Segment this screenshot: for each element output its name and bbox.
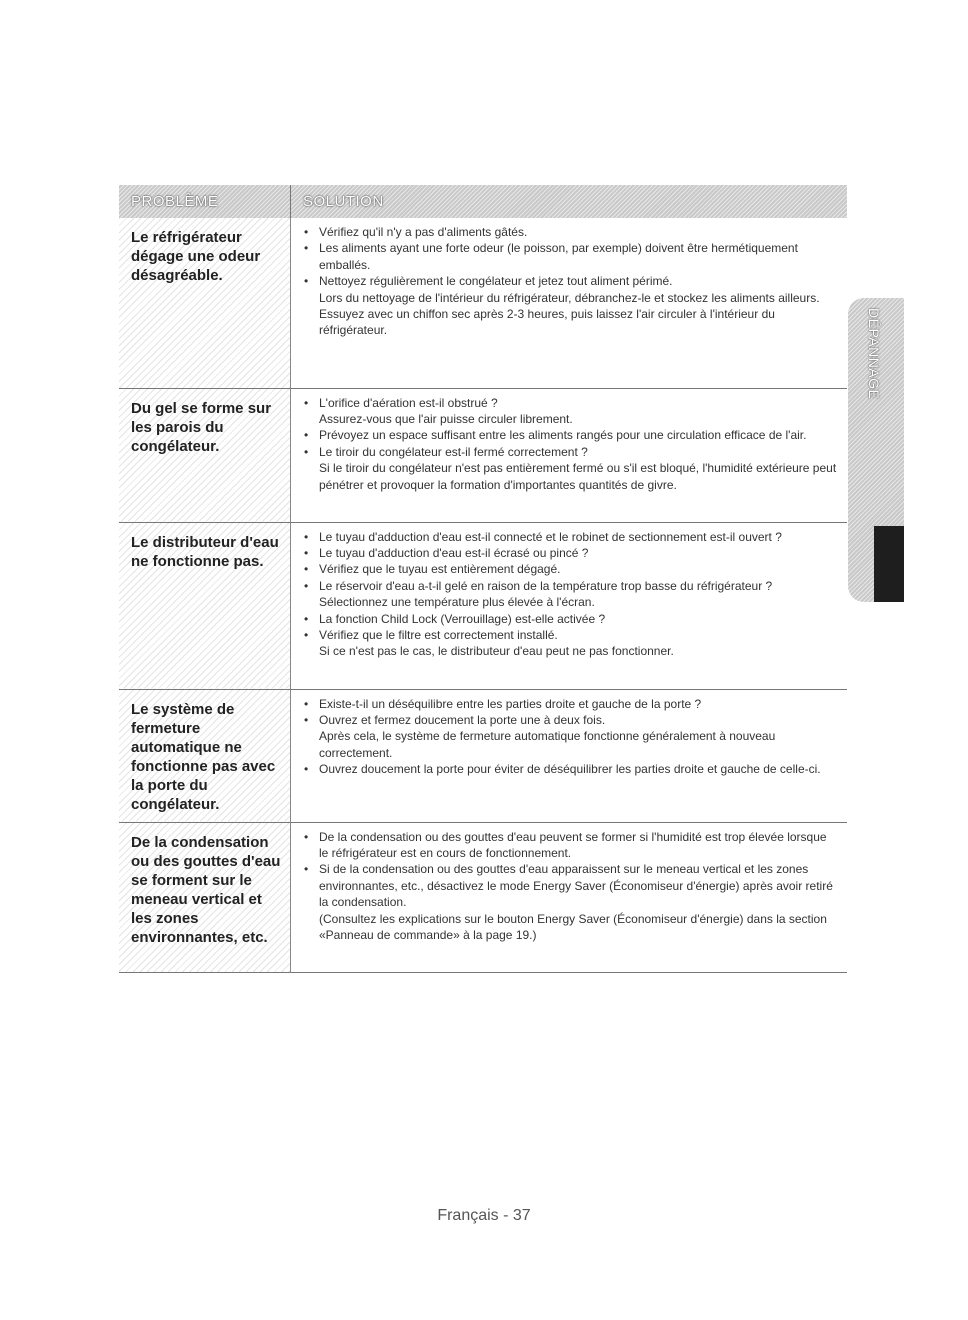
solution-list xyxy=(303,696,839,778)
solution-item xyxy=(303,829,839,862)
solution-text: La fonction Child Lock (Verrouillage) est-elle activée ? xyxy=(319,611,606,626)
troubleshooting-table xyxy=(119,185,847,973)
solution-text: Les aliments ayant une forte odeur (le poisson, par exemple) doivent être hermétiquement emballés. xyxy=(319,241,798,272)
problem-cell: Du gel se forme sur les parois du congélateur. xyxy=(119,388,291,522)
table-body xyxy=(119,218,847,972)
solution-cell xyxy=(291,522,848,689)
solution-item xyxy=(303,240,839,273)
header-solution: SOLUTION xyxy=(291,185,848,218)
solution-text: Vérifiez que le tuyau est entièrement dégagé. xyxy=(319,562,561,577)
solution-item xyxy=(303,696,839,712)
problem-cell: Le réfrigérateur dégage une odeur désagréable. xyxy=(119,218,291,388)
solution-item xyxy=(303,395,839,428)
section-tab-marker xyxy=(874,526,904,602)
solution-item xyxy=(303,712,839,761)
section-tab-label: DÉPANNAGE xyxy=(866,308,882,400)
solution-text: Le tiroir du congélateur est-il fermé correctement ? xyxy=(319,444,588,459)
solution-note: Lors du nettoyage de l'intérieur du réfrigérateur, débranchez-le et stockez les aliments ailleurs. Essuyez avec un chiffon sec après 2-3 heures, puis laissez l'air circuler à l'intérieur du réfrigérateur. xyxy=(319,290,820,338)
table-row xyxy=(119,689,847,822)
solution-item xyxy=(303,627,839,660)
solution-text: Vérifiez que le filtre est correctement installé. xyxy=(319,627,558,642)
table-row xyxy=(119,522,847,689)
solution-item xyxy=(303,273,839,339)
solution-note: Si le tiroir du congélateur n'est pas entièrement fermé ou s'il est bloqué, l'humidité extérieure peut pénétrer et provoquer la formation d'importantes quantités de givre. xyxy=(319,461,837,492)
solution-item xyxy=(303,444,839,493)
table-row xyxy=(119,388,847,522)
solution-list xyxy=(303,829,839,944)
problem-cell: Le distributeur d'eau ne fonctionne pas. xyxy=(119,522,291,689)
solution-item xyxy=(303,761,839,777)
solution-text: Ouvrez doucement la porte pour éviter de déséquilibrer les parties droite et gauche de celle-ci. xyxy=(319,762,821,777)
solution-item xyxy=(303,861,839,943)
problem-cell: De la condensation ou des gouttes d'eau se forment sur le meneau vertical et les zones environnantes, etc. xyxy=(119,822,291,972)
solution-text: Le tuyau d'adduction d'eau est-il connecté et le robinet de sectionnement est-il ouvert ? xyxy=(319,529,782,544)
solution-item xyxy=(303,561,839,577)
solution-list xyxy=(303,395,839,493)
solution-list xyxy=(303,224,839,339)
solution-cell xyxy=(291,689,848,822)
solution-item xyxy=(303,545,839,561)
header-problem: PROBLÈME xyxy=(119,185,291,218)
solution-text: Si de la condensation ou des gouttes d'eau apparaissent sur le meneau vertical et les zones environnantes, etc., désactivez le mode Energy Saver (Économiseur d'énergie) après avoir retiré la condensation. xyxy=(319,862,833,910)
solution-text: Le tuyau d'adduction d'eau est-il écrasé ou pincé ? xyxy=(319,545,589,560)
table-row xyxy=(119,218,847,388)
solution-cell xyxy=(291,218,848,388)
solution-item xyxy=(303,427,839,443)
solution-cell xyxy=(291,388,848,522)
table-header-row xyxy=(119,185,847,218)
solution-cell xyxy=(291,822,848,972)
section-tab xyxy=(848,298,904,602)
solution-text: L'orifice d'aération est-il obstrué ? xyxy=(319,395,498,410)
table-row xyxy=(119,822,847,972)
solution-item xyxy=(303,224,839,240)
solution-item xyxy=(303,578,839,611)
solution-note: Après cela, le système de fermeture automatique fonctionne généralement à nouveau correctement. xyxy=(319,729,776,760)
solution-text: Prévoyez un espace suffisant entre les aliments rangés pour une circulation efficace de l'air. xyxy=(319,428,807,443)
solution-note: Sélectionnez une température plus élevée à l'écran. xyxy=(319,595,595,610)
solution-text: Le réservoir d'eau a-t-il gelé en raison de la température trop basse du réfrigérateur ? xyxy=(319,578,773,593)
solution-text: Existe-t-il un déséquilibre entre les parties droite et gauche de la porte ? xyxy=(319,696,702,711)
solution-text: De la condensation ou des gouttes d'eau peuvent se former si l'humidité est trop élevée lorsque le réfrigérateur est en cours de fonctionnement. xyxy=(319,829,827,860)
page-number: Français - 37 xyxy=(437,1207,531,1224)
solution-text: Vérifiez qu'il n'y a pas d'aliments gâtés. xyxy=(319,225,528,239)
solution-list xyxy=(303,529,839,660)
solution-text: Nettoyez régulièrement le congélateur et jetez tout aliment périmé. xyxy=(319,274,673,289)
solution-note: Si ce n'est pas le cas, le distributeur d'eau peut ne pas fonctionner. xyxy=(319,644,674,659)
solution-note: (Consultez les explications sur le bouton Energy Saver (Économiseur d'énergie) dans la section «Panneau de commande» à la page 19.) xyxy=(319,911,827,942)
solution-item xyxy=(303,611,839,627)
problem-cell: Le système de fermeture automatique ne fonctionne pas avec la porte du congélateur. xyxy=(119,689,291,822)
solution-note: Assurez-vous que l'air puisse circuler librement. xyxy=(319,411,573,426)
solution-text: Ouvrez et fermez doucement la porte une à deux fois. xyxy=(319,712,606,727)
solution-item xyxy=(303,529,839,545)
